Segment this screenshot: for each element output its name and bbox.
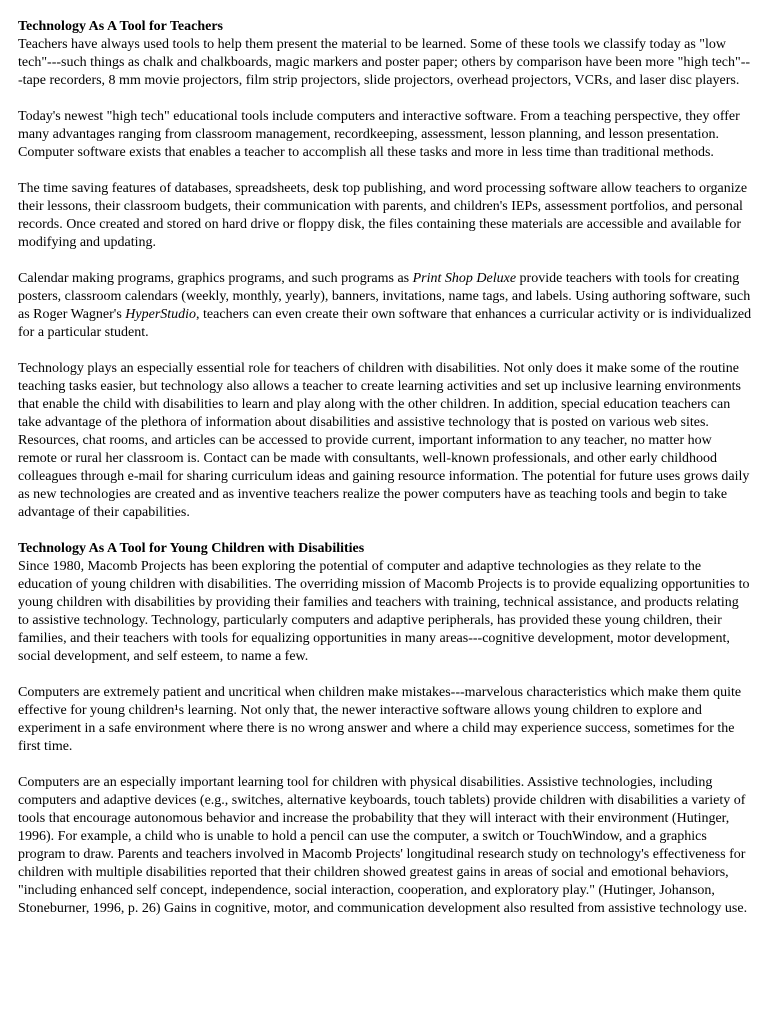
paragraph: Computers are extremely patient and uncritical when children make mistakes---marvelous characteristics which make them quite effective for young children¹s learning. Not only that, the newer interactive software allows young children to explore and experiment in a safe environment where there is no wrong answer and where a child may experience success, sometimes for the first time. (18, 685, 742, 754)
paragraph: The time saving features of databases, spreadsheets, desk top publishing, and word processing software allow teachers to organize their lessons, their classroom budgets, their communication with parents, and children's IEPs, assessment portfolios, and personal records. Once created and stored on hard drive or floppy disk, the files containing these materials are accessible and available for modifying and updating. (18, 181, 748, 250)
paragraph: Technology plays an especially essential role for teachers of children with disabilities. Not only does it make some of the routine teaching tasks easier, but technology also allows a teacher to create learning activities and set up inclusive learning environments that enable the child with disabilities to learn and play along with the other children. In addition, special education teachers can take advantage of the plethora of information about disabilities and assistive technology that is posted on various web sites. Resources, chat rooms, and articles can be accessed to provide current, important information to any teacher, no matter how remote or rural her classroom is. Contact can be made with consultants, well-known professionals, and other early childhood colleagues through e-mail for sharing curriculum ideas and gaining resource information. The potential for future uses grows daily as new technologies are created and as inventive teachers realize the power computers have as teaching tools and begin to take advantage of their capabilities. (18, 361, 750, 520)
paragraph-text: , teachers can even create their own software that enhances a curricular activity or is individualized for a particular student. (18, 307, 752, 340)
paragraph-text: Calendar making programs, graphics programs, and such programs as (18, 271, 413, 286)
document-page (18, 18, 752, 936)
paragraph: Teachers have always used tools to help them present the material to be learned. Some of these tools we classify today as "low tech"---such things as chalk and chalkboards, magic markers and poster paper; others by comparison have been more "high tech"---tape recorders, 8 mm movie projectors, film strip projectors, slide projectors, overhead projectors, VCRs, and laser disc players. (18, 37, 751, 88)
software-title-hyperstudio: HyperStudio (125, 307, 197, 322)
section-young-children (18, 540, 752, 918)
paragraph: Computers are an especially important learning tool for children with physical disabilities. Assistive technologies, including computers and adaptive devices (e.g., switches, alternative keyboards, touch tablets) provide children with disabilities a variety of tools that encourage autonomous behavior and increase the probability that they will interact with their environment (Hutinger, 1996). For example, a child who is unable to hold a pencil can use the computer, a switch or TouchWindow, and a graphics program to draw. Parents and teachers involved in Macomb Projects' longitudinal research study on technology's effectiveness for children with multiple disabilities reported that their children showed greatest gains in areas of social and emotional behaviors, "including enhanced self concept, independence, social interaction, cooperation, and exploratory play." (Hutinger, Johanson, Stoneburner, 1996, p. 26) Gains in cognitive, motor, and communication development also resulted from assistive technology use. (18, 775, 748, 916)
section-teachers (18, 18, 752, 522)
paragraph-text: provide teachers with tools for creating posters, classroom calendars (weekly, monthly, yearly), banners, invitations, name tags, and labels. Using authoring software, such as Roger Wagner's (18, 271, 751, 322)
section-heading-young-children: Technology As A Tool for Young Children with Disabilities (18, 541, 365, 556)
paragraph: Today's newest "high tech" educational tools include computers and interactive software. From a teaching perspective, they offer many advantages ranging from classroom management, recordkeeping, assessment, lesson planning, and lesson presentation. Computer software exists that enables a teacher to accomplish all these tasks and more in less time than traditional methods. (18, 109, 740, 160)
paragraph: Since 1980, Macomb Projects has been exploring the potential of computer and adaptive technologies as they relate to the education of young children with disabilities. The overriding mission of Macomb Projects is to provide equalizing opportunities to young children with disabilities by providing their families and teachers with training, technical assistance, and products relating to assistive technology. Technology, particularly computers and adaptive peripherals, has provided these young children, their families, and their teachers with tools for equalizing opportunities in many areas---cognitive development, motor development, social development, and self esteem, to name a few. (18, 559, 750, 664)
paragraph (18, 270, 752, 342)
section-heading-teachers: Technology As A Tool for Teachers (18, 19, 223, 34)
software-title-print-shop: Print Shop Deluxe (412, 271, 517, 286)
